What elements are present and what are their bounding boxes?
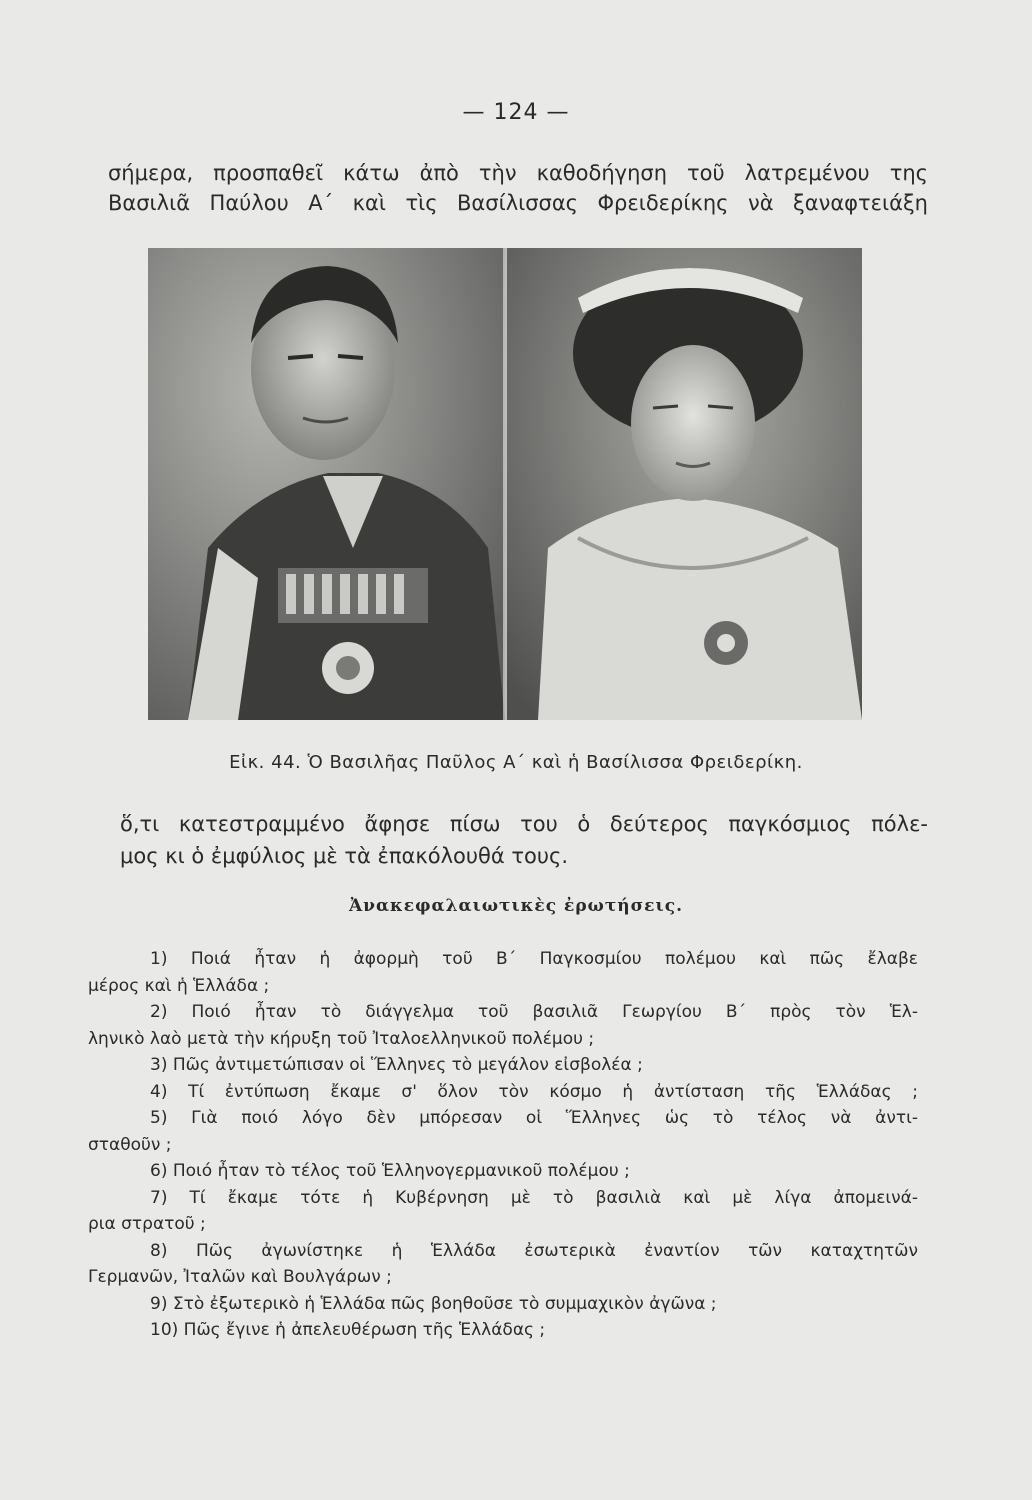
intro-line: σήμερα, προσπαθεῖ κάτω ἀπὸ τὴν καθοδήγηση τοῦ λατρεμένου της [108,161,928,185]
after-line: μος κι ὁ ἐμφύλιος μὲ τὰ ἐπακόλουθά τους. [120,844,569,868]
question-line: 2) Ποιό ἦταν τὸ διάγγελμα τοῦ βασιλιᾶ Γεωργίου Β΄ πρὸς τὸν Ἑλ- [150,1002,918,1022]
king-medals [278,568,428,623]
intro-line: Βασιλιᾶ Παύλου Α΄ καὶ τὶς Βασίλισσας Φρειδερίκης νὰ ξαναφτειάξη [108,191,928,215]
question-line: ληνικὸ λαὸ μετὰ τὴν κήρυξη τοῦ Ἰταλοελληνικοῦ πολέμου ; [88,1028,595,1049]
question-line: σταθοῦν ; [88,1134,172,1155]
question-line: 7) Τί ἔκαμε τότε ἡ Κυβέρνηση μὲ τὸ βασιλιὰ καὶ μὲ λίγα ἀπομεινά- [150,1187,918,1208]
queen-face [631,345,755,501]
question-line: 3) Πῶς ἀντιμετώπισαν οἱ Ἕλληνες τὸ μεγάλον εἰσβολέα ; [150,1055,643,1075]
portrait-illustration [148,248,862,720]
question-line: 1) Ποιά ἦταν ἡ ἀφορμὴ τοῦ Β΄ Παγκοσμίου πολέμου καὶ πῶς ἔλαβε [150,949,918,969]
question-line: 9) Στὸ ἐξωτερικὸ ἡ Ἑλλάδα πῶς βοηθοῦσε τὸ συμμαχικὸν ἀγῶνα ; [150,1293,717,1314]
figure-caption: Εἰκ. 44. Ὁ Βασιλῆας Παῦλος Α΄ καὶ ἡ Βασίλισσα Φρειδερίκη. [229,752,803,773]
question-line: ρια στρατοῦ ; [88,1214,206,1234]
question-line: Γερμανῶν, Ἰταλῶν καὶ Βουλγάρων ; [88,1267,392,1287]
question-line: 8) Πῶς ἀγωνίστηκε ἡ Ἑλλάδα ἐσωτερικὰ ἐναντίον τῶν καταχτητῶν [150,1240,918,1261]
question-line: 6) Ποιό ἦταν τὸ τέλος τοῦ Ἑλληνογερμανικοῦ πολέμου ; [150,1161,630,1181]
section-heading: Ἀνακεφαλαιωτικὲς ἐρωτήσεις. [348,896,684,916]
question-line: 5) Γιὰ ποιό λόγο δὲν μπόρεσαν οἱ Ἕλληνες ὡς τὸ τέλος νὰ ἀντι- [150,1108,918,1128]
question-line: 4) Τί ἐντύπωση ἔκαμε σ' ὅλον τὸν κόσμο ἡ ἀντίσταση τῆς Ἑλλάδας ; [150,1081,918,1102]
page-number: — 124 — [462,100,570,125]
review-questions [88,946,918,1344]
after-figure-paragraph [120,808,928,872]
royal-portrait-photo [148,248,862,720]
question-line: μέρος καὶ ἡ Ἑλλάδα ; [88,975,270,996]
intro-paragraph [108,158,928,218]
after-line: ὅ,τι κατεστραμμένο ἄφησε πίσω του ὁ δεύτερος παγκόσμιος πόλε- [120,812,928,836]
question-line: 10) Πῶς ἔγινε ἡ ἀπελευθέρωση τῆς Ἑλλάδας ; [150,1320,546,1340]
